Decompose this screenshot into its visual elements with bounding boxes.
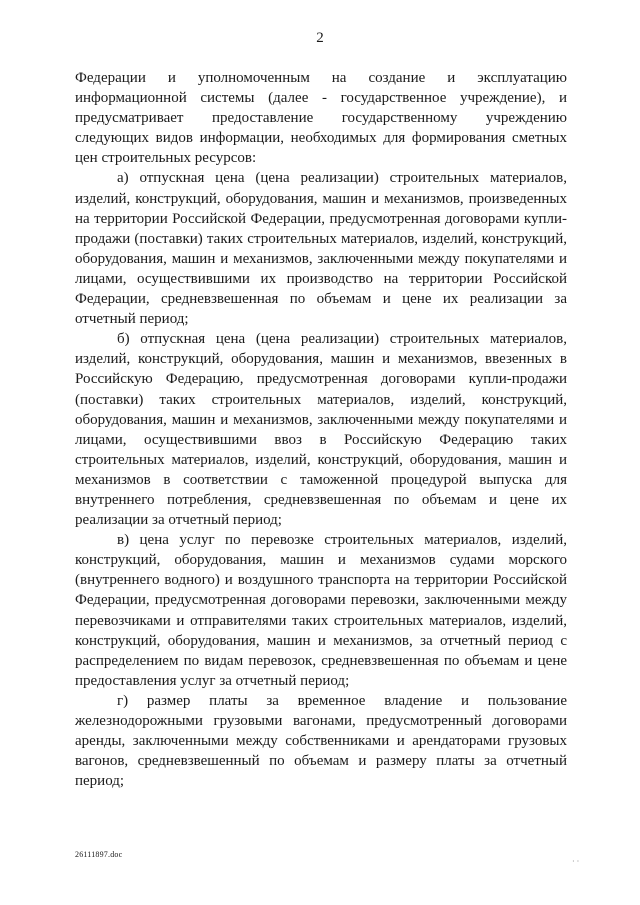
document-file-id: 26111897.doc xyxy=(75,850,123,859)
document-body xyxy=(75,68,567,791)
paragraph-intro-continuation: Федерации и уполномоченным на создание и эксплуатацию информационной системы (далее - государственное учреждение), и предусматривает предоставление государственному учреждению следующих видов информации, необходимых для формирования сметных цен строительных ресурсов: xyxy=(75,70,567,167)
paragraph-item-b: б) отпускная цена (цена реализации) строительных материалов, изделий, конструкций, оборудования, машин и механизмов, ввезенных в Российскую Федерацию, предусмотренная договорами купли-продажи (поставки) таких строительных материалов, изделий, конструкций, оборудования, машин и механизмов, заключенными между покупателями и лицами, осуществившими ввоз в Российскую Федерацию таких строительных материалов, изделий, конструкций, оборудования, машин и механизмов в соответствии с таможенной процедурой выпуска для внутреннего потребления, средневзвешенная по объемам и цене их реализации за отчетный период; xyxy=(75,331,567,529)
paragraph-item-v: в) цена услуг по перевозке строительных материалов, изделий, конструкций, оборудования, машин и механизмов судами морского (внутреннего водного) и воздушного транспорта на территории Российской Федерации, предусмотренная договорами перевозки, заключенными между перевозчиками и отправителями таких строительных материалов, изделий, конструкций, оборудования, машин и механизмов, за отчетный период с распределением по видам перевозок, средневзвешенная по объемам и цене предоставления услуг за отчетный период; xyxy=(75,532,567,689)
paragraph-item-a: а) отпускная цена (цена реализации) строительных материалов, изделий, конструкций, оборудования, машин и механизмов, произведенных на территории Российской Федерации, предусмотренная договорами купли-продажи (поставки) таких строительных материалов, изделий, конструкций, оборудования, машин и механизмов, заключенными между покупателями и лицами, осуществившими их производство на территории Российской Федерации, средневзвешенная по объемам и цене их реализации за отчетный период; xyxy=(75,170,567,328)
scan-mark: · · xyxy=(572,857,580,866)
paragraph-item-g: г) размер платы за временное владение и пользование железнодорожными грузовыми вагонами, предусмотренный договорами аренды, заключенными между собственниками и арендаторами грузовых вагонов, средневзвешенный по объемам и размеру платы за отчетный период; xyxy=(75,692,567,790)
page-number: 2 xyxy=(316,30,324,46)
